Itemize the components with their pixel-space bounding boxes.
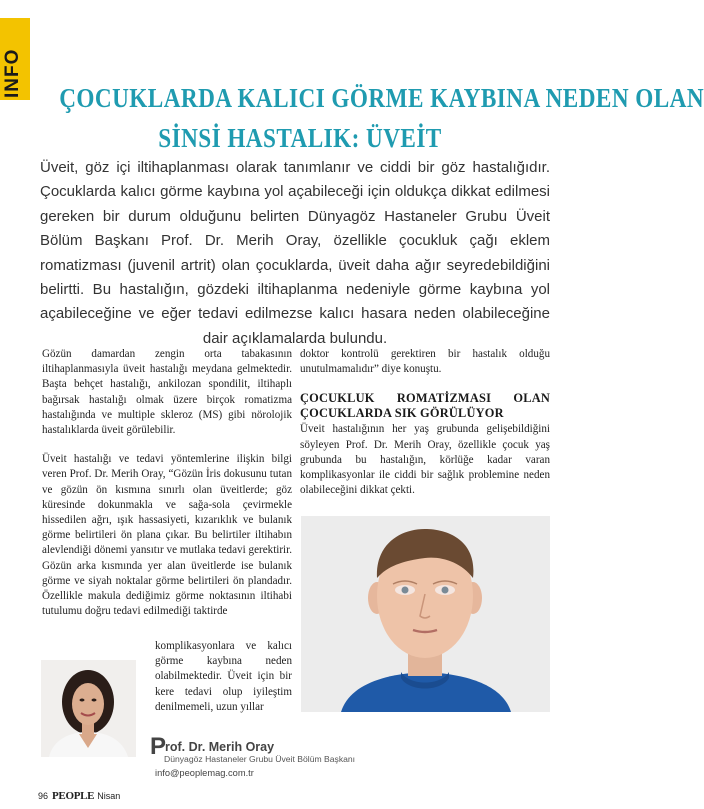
body-paragraph: Üveit hastalığının her yaş grubunda gelişebildiğini söyleyen Prof. Dr. Merih Oray, özellikle çocuk yaş grubunda bu hastalığın, körlüğe kadar varan komplikasyonlar ile ciddi bir sağlık problemine neden olabileceğini dikkat çekti. <box>300 423 550 497</box>
body-paragraph: Üveit hastalığı ve tedavi yöntemlerine ilişkin bilgi veren Prof. Dr. Merih Oray, “Gözün İris dokusunu tutan ve gözün ön kısmına sınırlı olan üveitlerde; göz küresinde dokunmakla ve sağa-sola çevirmekle hissedilen ağrı, ışık hassasiyeti, kızarıklık ve bulanık görme belirtileri ön plana çıkar. Bu belirtiler iltihabın alevlendiği dönemi yansıtır ve mutlaka tedavi gerektirir. Gözün arka kısmında yer alan üveitlerde ise bulanık görme ve siyah noktalar görme belirtileri ön plandadır. Özellikle makula dediğimiz görme noktasının iltihabi tutulumu doğru tedavi edilmediği taktirde <box>42 453 292 618</box>
author-name-initial: P <box>150 733 167 760</box>
author-title: Dünyagöz Hastaneler Grubu Üveit Bölüm Başkanı <box>164 754 356 764</box>
section-tag <box>0 18 30 100</box>
contact-email-link[interactable]: info@peoplemag.com.tr <box>155 768 254 778</box>
body-paragraph: doktor kontrolü gerektiren bir hastalık olduğu unutulmamalıdır” diye konuştu. <box>300 348 550 376</box>
article-title-line-2: SİNSİ HASTALIK: ÜVEİT <box>158 123 442 153</box>
issue-month: Nisan <box>97 791 121 801</box>
body-column-right <box>300 347 550 512</box>
section-subheading: ÇOCUKLUK ROMATİZMASI OLAN ÇOCUKLARDA SIK GÖRÜLÜYOR <box>300 391 550 420</box>
author-name-rest: rof. Dr. Merih Oray <box>165 740 275 754</box>
doctor-portrait <box>41 660 136 757</box>
body-paragraph-continued: komplikasyonlara ve kalıcı görme kaybına neden olabilmektedir. Üveit için bir kere tedavi olup iyileştim denilmemeli, uzun yıllar <box>155 640 292 713</box>
body-column-left <box>42 347 292 633</box>
page-footer <box>38 790 120 802</box>
article-title-line-1: ÇOCUKLARDA KALICI GÖRME KAYBINA NEDEN OLAN <box>59 83 704 113</box>
section-tag-label: INFO <box>2 48 23 98</box>
article-title <box>59 78 704 158</box>
page-number: 96 <box>38 791 49 801</box>
child-photo <box>301 516 550 712</box>
magazine-logo: PEOPLE <box>52 790 95 802</box>
body-paragraph: Gözün damardan zengin orta tabakasının iltihaplanmasıyla üveit hastalığı meydana gelmektedir. Başta behçet hastalığı, ankilozan spondilit, iltihaplı bağırsak hastalığı olmak üzere birçok romatizma hastalığında ve multiple skleroz (MS) gibi nörolojik hastalıklarda üveit görülebilir. <box>42 348 292 437</box>
lead-paragraph: Üveit, göz içi iltihaplanması olarak tanımlanır ve ciddi bir göz hastalığıdır. Çocuklarda kalıcı görme kaybına yol açabileceği için oldukça dikkat edilmesi gereken bir durum olduğunu belirten Dünyagöz Hastaneler Grubu Üveit Bölüm Başkanı Prof. Dr. Merih Oray, özellikle çocukluk çağı eklem romatizması (juvenil artrit) olan çocuklarda, üveit daha ağır seyredebildiğini belirtti. Bu hastalığın, gözdeki iltihaplanma nedeniyle görme kaybına yol açabileceğine ve eğer tedavi edilmezse kalıcı hasara neden olabileceğine dair açıklamalarda bulundu. <box>40 159 550 347</box>
author-signature <box>150 733 356 764</box>
